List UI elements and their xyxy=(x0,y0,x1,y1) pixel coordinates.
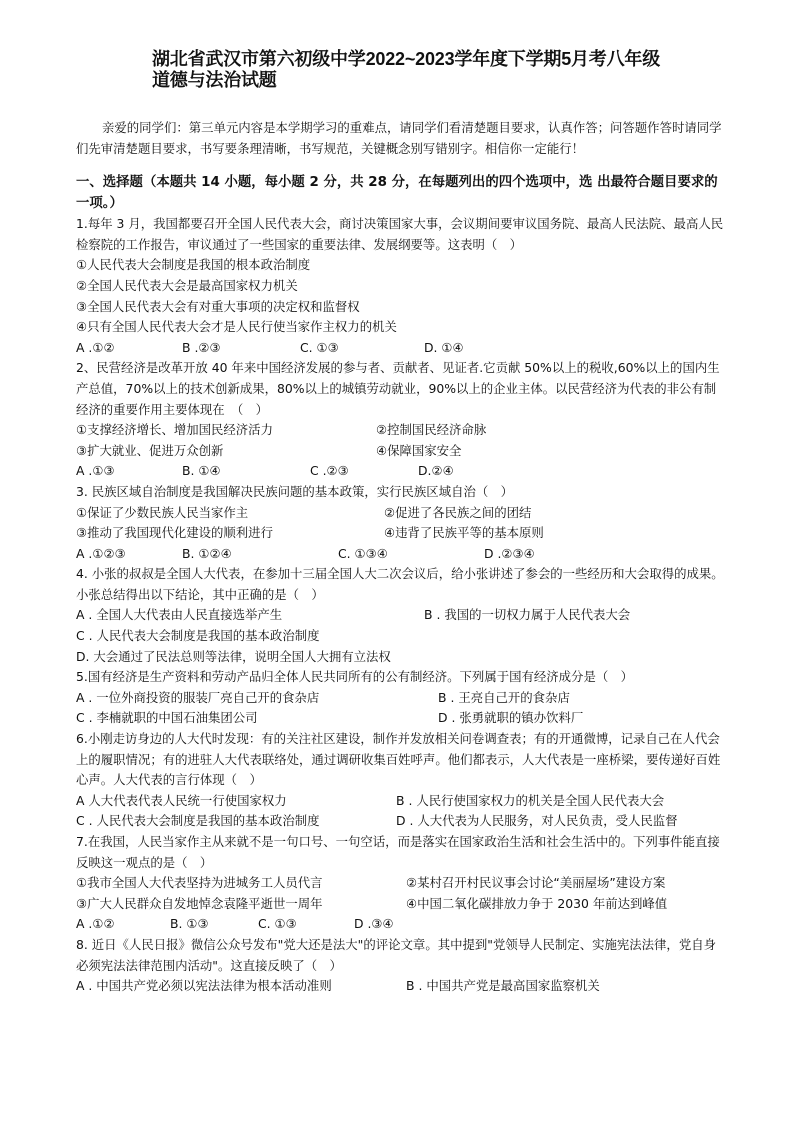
statement-row xyxy=(76,894,726,915)
question-stem: 5.国有经济是生产资料和劳动产品归全体人民共同所有的公有制经济。下列属于国有经济成分是（ ） xyxy=(76,669,634,685)
question-2 xyxy=(76,358,726,482)
option-b[interactable]: B . 人民行使国家权力的机关是全国人民代表大会 xyxy=(396,792,665,808)
question-stem: 2、民营经济是改革开放 40 年来中国经济发展的参与者、贡献者、见证者.它贡献 50%以上的税收,60%以上的国内生产总值，70%以上的技术创新成果，80%以上的城镇劳动就业，90%以上的企业主体。以民营经济为代表的非公有制经济的重要作用主要体现在 （ ） xyxy=(76,360,720,417)
option-b[interactable]: B. ①③ xyxy=(170,916,209,932)
intro-paragraph: 亲爱的同学们：第三单元内容是本学期学习的重难点，请同学们看清楚题目要求，认真作答；问答题作答时请同学们先审清楚题目要求，书写要条理清晰，书写规范，关键概念别写错别字。相信你一定能行！ xyxy=(76,120,722,156)
statement-item: ②全国人民代表大会是最高国家权力机关 xyxy=(76,277,298,293)
statement-item: ②促进了各民族之间的团结 xyxy=(384,504,532,520)
statement-item: ④只有全国人民代表大会才是人民行使当家作主权力的机关 xyxy=(76,319,397,335)
statement-item: ②控制国民经济命脉 xyxy=(376,422,487,438)
question-5 xyxy=(76,667,726,729)
question-stem: 1.每年 3 月，我国都要召开全国人民代表大会，商讨决策国家大事，会议期间要审议国务院、最高人民法院、最高人民检察院的工作报告，审议通过了一些国家的重要法律、发展纲要等。这表明（ ） xyxy=(76,216,724,252)
statement-item: ①保证了少数民族人民当家作主 xyxy=(76,504,249,520)
option-d[interactable]: D . 张勇就职的镇办饮料厂 xyxy=(438,710,584,726)
answer-options-row xyxy=(76,688,726,709)
answer-options-row xyxy=(76,976,726,997)
answer-options-row xyxy=(76,791,726,812)
statement-row xyxy=(76,420,726,441)
answer-options-row xyxy=(76,708,726,729)
question-3 xyxy=(76,482,726,564)
statement-item: ④中国二氧化碳排放力争于 2030 年前达到峰值 xyxy=(406,895,668,911)
answer-options-row xyxy=(76,811,726,832)
option-b[interactable]: B . 我国的一切权力属于人民代表大会 xyxy=(424,607,631,623)
statement-item: ③全国人民代表大会有对重大事项的决定权和监督权 xyxy=(76,298,360,314)
option-d[interactable]: D .②③④ xyxy=(484,545,535,561)
answer-options xyxy=(76,338,726,359)
statement-item: ④违背了民族平等的基本原则 xyxy=(384,525,544,541)
option-c[interactable]: C. ①③④ xyxy=(338,545,388,561)
answer-options xyxy=(76,914,726,935)
question-1 xyxy=(76,214,726,358)
option-c[interactable]: C. ①③ xyxy=(258,916,297,932)
question-stem: 3. 民族区域自治制度是我国解决民族问题的基本政策，实行民族区域自治（ ） xyxy=(76,483,514,499)
statement-item: ④保障国家安全 xyxy=(376,442,462,458)
question-6 xyxy=(76,729,726,832)
question-stem: 6.小刚走访身边的人大代时发现：有的关注社区建设，制作并发放相关问卷调查表；有的开通微博，记录自己在人代会上的履职情况；有的进驻人大代表联络处，通过调研收集百姓呼声。他们都表示，人大代表是一座桥梁，要传递好百姓心声。人大代表的言行体现（ ） xyxy=(76,731,721,788)
statement-item: ②某村召开村民议事会讨论“美丽屋场”建设方案 xyxy=(406,875,666,891)
statement-row xyxy=(76,441,726,462)
statement-item: ①我市全国人大代表坚持为进城务工人员代言 xyxy=(76,875,323,891)
option-d[interactable]: D. ①④ xyxy=(424,339,464,355)
statement-item: ①人民代表大会制度是我国的根本政治制度 xyxy=(76,257,311,273)
option-a[interactable]: A .①③ xyxy=(76,463,115,479)
option-c[interactable]: C .②③ xyxy=(310,463,349,479)
section-heading: 一、选择题（本题共 14 小题，每小题 2 分，共 28 分，在每题列出的四个选项中，选 出最符合题目要求的一项。） xyxy=(76,175,718,212)
question-8 xyxy=(76,935,726,997)
option-d[interactable]: D.②④ xyxy=(418,463,454,479)
statement-item: ③广大人民群众自发地悼念袁隆平逝世一周年 xyxy=(76,895,323,911)
question-stem: 8. 近日《人民日报》微信公众号发布"党大还是法大"的评论文章。其中提到"党领导人民制定、实施宪法法律，党自身必须宪法法律范围内活动"。这直接反映了（ ） xyxy=(76,936,716,973)
option-c[interactable]: C . 人民代表大会制度是我国的基本政治制度 xyxy=(76,628,320,644)
option-b[interactable]: B. ①④ xyxy=(182,463,221,479)
statement-row xyxy=(76,873,726,894)
statement-row xyxy=(76,523,726,544)
option-b[interactable]: B .②③ xyxy=(182,339,221,355)
option-b[interactable]: B . 王亮自己开的食杂店 xyxy=(438,689,570,705)
option-a[interactable]: A .①② xyxy=(76,339,115,355)
option-a[interactable]: A .①②③ xyxy=(76,545,126,561)
option-d[interactable]: D .③④ xyxy=(354,916,394,932)
question-stem: 7.在我国，人民当家作主从来就不是一句口号、一句空话，而是落实在国家政治生活和社会生活中的。下列事件能直接反映这一观点的是（ ） xyxy=(76,834,720,870)
option-c[interactable]: C. ①③ xyxy=(300,339,339,355)
option-a[interactable]: A . 一位外商投资的服装厂亮自己开的食杂店 xyxy=(76,689,320,705)
spacer xyxy=(76,159,726,172)
option-d[interactable]: D . 人大代表为人民服务，对人民负责，受人民监督 xyxy=(396,813,678,829)
statement-item: ①支撑经济增长、增加国民经济活力 xyxy=(76,422,273,438)
option-b[interactable]: B . 中国共产党是最高国家监察机关 xyxy=(406,978,600,994)
option-b[interactable]: B. ①②④ xyxy=(182,545,232,561)
option-c[interactable]: C . 人民代表大会制度是我国的基本政治制度 xyxy=(76,813,320,829)
answer-options xyxy=(76,544,726,565)
answer-options xyxy=(76,461,726,482)
option-c[interactable]: C . 李楠就职的中国石油集团公司 xyxy=(76,710,258,726)
document-title: 湖北省武汉市第六初级中学2022~2023学年度下学期5月考八年级道德与法治试题 xyxy=(152,49,661,90)
exam-content xyxy=(76,118,726,997)
option-a[interactable]: A . 全国人大代表由人民直接选举产生 xyxy=(76,607,283,623)
option-a[interactable]: A .①② xyxy=(76,916,115,932)
question-stem: 4. 小张的叔叔是全国人大代表，在参加十三届全国人大二次会议后，给小张讲述了参会的一些经历和大会取得的成果。小张总结得出以下结论，其中正确的是（ ） xyxy=(76,566,724,602)
answer-options-row xyxy=(76,605,726,626)
question-4 xyxy=(76,564,726,667)
option-a[interactable]: A 人大代表代表人民统一行使国家权力 xyxy=(76,792,287,808)
statement-item: ③推动了我国现代化建设的顺利进行 xyxy=(76,525,273,541)
statement-item: ③扩大就业、促进万众创新 xyxy=(76,442,224,458)
statement-row xyxy=(76,503,726,524)
question-7 xyxy=(76,832,726,935)
option-a[interactable]: A . 中国共产党必须以宪法法律为根本活动准则 xyxy=(76,978,332,994)
option-d[interactable]: D. 大会通过了民法总则等法律，说明全国人大拥有立法权 xyxy=(76,648,391,664)
